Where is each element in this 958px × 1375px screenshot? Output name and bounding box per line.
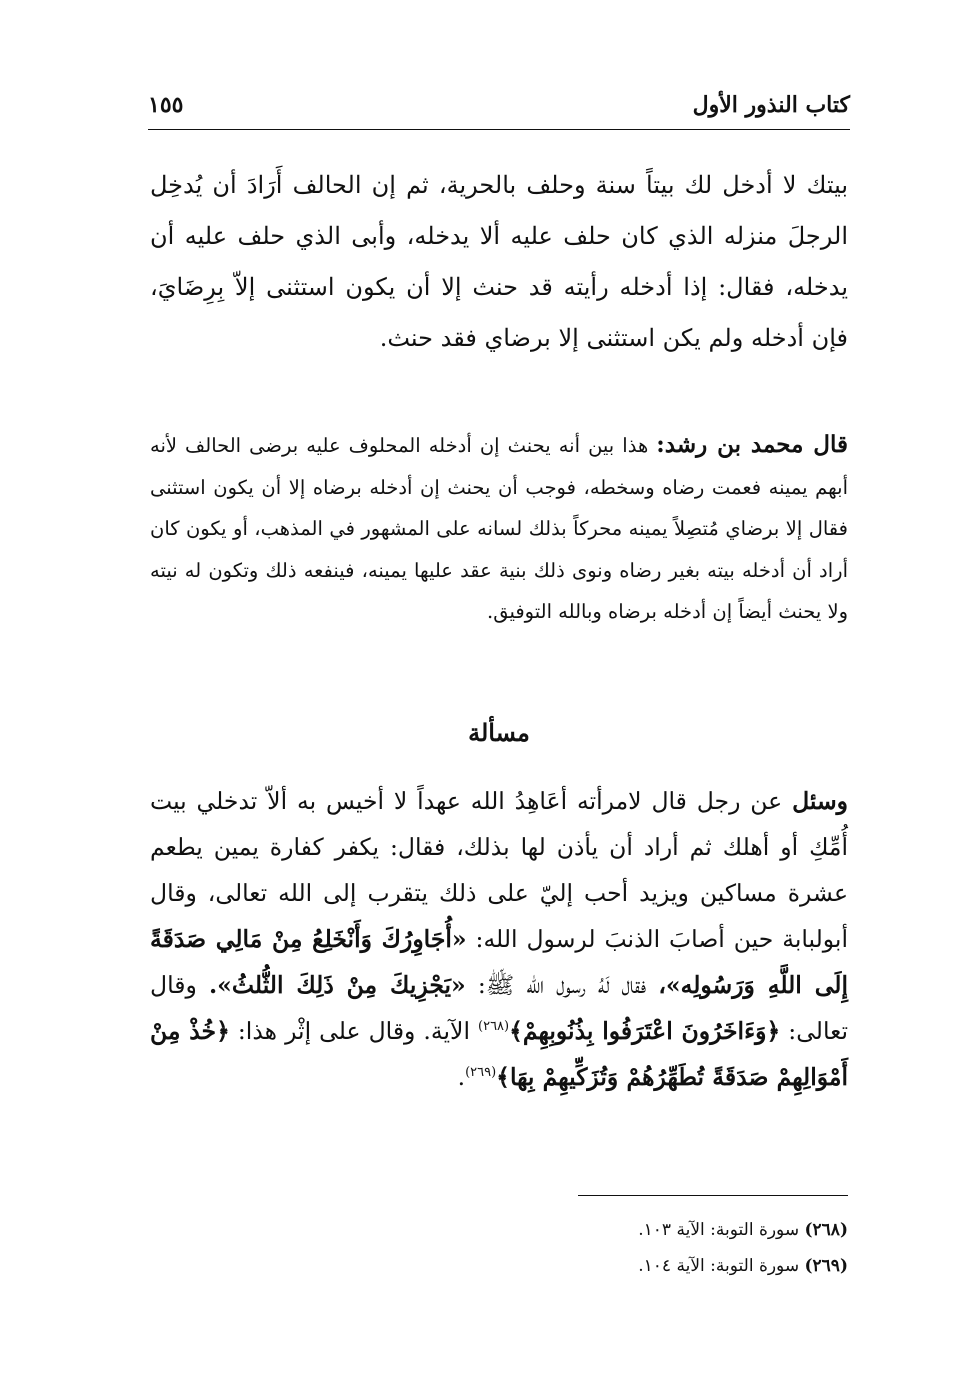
question-lead: وسئل	[792, 787, 848, 815]
commentary-lead: قال محمد بن رشد:	[656, 431, 848, 458]
footnote-text: سورة التوبة: الآية ١٠٤.	[638, 1256, 805, 1276]
header-rule	[148, 129, 850, 130]
quran-quote-2: ﴿خُذْ مِنْ أَمْوَالِهِمْ صَدَقَةً تُطَهِّرُهُمْ وَتُزَكِّيهِمْ بِهَا﴾	[150, 1017, 848, 1091]
footnote-text: سورة التوبة: الآية ١٠٣.	[638, 1220, 805, 1240]
footnotes	[150, 1212, 848, 1284]
question-text-3: وقال تعالى:	[150, 971, 848, 1045]
footnote-ref-268[interactable]: (٢٦٨)	[478, 1019, 510, 1035]
paragraph-3	[150, 778, 848, 1100]
paragraph-1: بيتك لا أدخل لك بيتاً سنة وحلف بالحرية، ثم إن الحالف أَرَادَ أن يُدخِل الرجلَ منزله الذي كان حلف عليه ألا يدخله، وأبى الذي حلف عليه أن يدخله، فقال: إذا أدخله رأيته قد حنث إلا أن يكون استثنى إلاّ بِرِضَايَ، فإن أدخله ولم يكن استثنى إلا برضاي فقد حنث.	[150, 171, 849, 352]
footnote-ref-269[interactable]: (٢٦٩)	[465, 1065, 497, 1081]
footnote-number: (٢٦٨)	[804, 1220, 848, 1240]
quran-quote-1: ﴿وَءَاخَرُونَ اعْتَرَفُوا بِذُنُوبِهِمْ﴾	[509, 1017, 781, 1045]
commentary-body: هذا بين أنه يحنث إن أدخله المحلوف عليه برضى الحالف لأنه أبهم يمينه فعمت رضاه وسخطه، فوجب أن يحنث إن أدخله برضاه إلا أن يكون استثنى فقال إلا برضاي مُتصِلاً يمينه محركاً بذلك لسانه على المشهور في المذهب، أو يكون كان أراد أن أدخله بيته بغير رضاه ونوى ذلك بنية عقد عليها يمينه، فينفعه ذلك وتكون له نيته ولا يحنث أيضاً إن أدخله برضاه وبالله التوفيق.	[150, 434, 848, 623]
hadith-quote-1: «أُجَاوِرُكَ وَأَنْخَلِعُ مِنْ مَالِي صَدَقَةً إِلَى اللَّهِ وَرَسُولِه»،	[150, 925, 848, 999]
footnote-item	[150, 1248, 848, 1284]
section-title: مسألة	[468, 718, 530, 747]
question-text-1: عن رجل قال لامرأته أعَاهِدُ الله عهداً لا أخيس به ألاّ تدخلي بيت أُمِّكِ أو أهلك ثم أراد أن يأذن لها بذلك، فقال: يكفر كفارة يمين يطعم عشرة مساكين ويزيد أحب إليّ على ذلك يتقرب إلى الله تعالى، وقال أبولبابة حين أصابَ الذنبَ لرسول الله:	[150, 787, 848, 953]
page-number: ١٥٥	[148, 92, 184, 118]
footnote-number: (٢٦٩)	[804, 1256, 848, 1276]
question-text-2: فقال لَهُ رسول الله ﷺ:	[465, 971, 659, 999]
footnote-rule	[578, 1195, 848, 1196]
paragraph-2	[150, 424, 848, 633]
question-text-4: الآية. وقال على إثْر هذا:	[229, 1017, 479, 1045]
question-text-5: .	[457, 1063, 466, 1091]
header-title: كتاب النذور الأول	[692, 92, 850, 118]
footnote-item	[150, 1212, 848, 1248]
hadith-quote-2: «يَجْزِيكَ مِنْ ذَلِكَ الثُّلثُ».	[208, 971, 466, 999]
running-header	[148, 88, 850, 128]
